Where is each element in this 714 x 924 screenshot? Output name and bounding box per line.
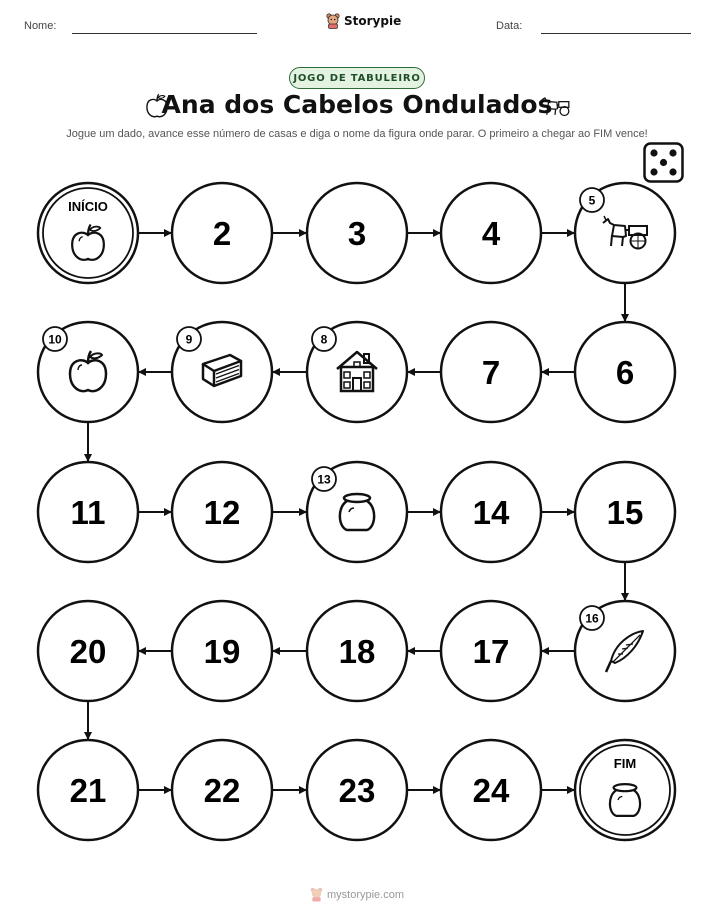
board-cell-21	[38, 740, 138, 840]
brand-name: Storypie	[344, 14, 402, 28]
cell-number: 15	[606, 494, 644, 531]
cell-number: 10	[48, 332, 62, 347]
cell-number: 13	[317, 472, 331, 487]
instructions: Jogue um dado, avance esse número de casas e diga o nome da figura onde parar. O primeiro a chegar ao FIM vence!	[66, 128, 648, 140]
board-cell-24	[441, 740, 541, 840]
board-cell-7	[441, 322, 541, 422]
board-cell-20	[38, 601, 138, 701]
board-cell-end	[575, 740, 675, 840]
end-label: FIM	[613, 756, 637, 771]
cell-number: 7	[481, 354, 501, 391]
board-cell-8	[307, 322, 407, 422]
board-cell-12	[172, 462, 272, 562]
date-label: Data:	[496, 20, 523, 32]
cell-number: 20	[69, 633, 107, 670]
board-cell-4	[441, 183, 541, 283]
cell-number: 5	[588, 193, 596, 208]
board-cell-18	[307, 601, 407, 701]
board-cell-2	[172, 183, 272, 283]
cell-number: 8	[320, 332, 328, 347]
board-cell-5	[575, 183, 675, 283]
cell-number: 16	[585, 611, 599, 626]
cell-number: 6	[615, 354, 635, 391]
name-label: Nome:	[24, 20, 57, 32]
page-title: Ana dos Cabelos Ondulados	[161, 90, 553, 119]
cell-number: 21	[69, 772, 107, 809]
cell-number: 22	[203, 772, 241, 809]
cell-number: 12	[203, 494, 241, 531]
board-cell-6	[575, 322, 675, 422]
cell-number: 9	[185, 332, 193, 347]
footer-url: mystorypie.com	[327, 888, 405, 901]
board-cell-17	[441, 601, 541, 701]
board-cell-3	[307, 183, 407, 283]
board-cell-13	[307, 462, 407, 562]
bear-logo-icon	[310, 887, 323, 902]
cell-number: 19	[203, 633, 241, 670]
cell-number: 2	[212, 215, 232, 252]
board-cell-19	[172, 601, 272, 701]
cell-number: 11	[70, 494, 106, 531]
start-label: INÍCIO	[68, 199, 108, 214]
board-cell-16	[575, 601, 675, 701]
cell-number: 24	[472, 772, 510, 809]
cell-number: 17	[472, 633, 510, 670]
board-cell-start	[38, 183, 138, 283]
board-cell-9	[172, 322, 272, 422]
cell-number: 18	[338, 633, 376, 670]
cell-number: 23	[338, 772, 376, 809]
game-type-badge: JOGO DE TABULEIRO	[289, 67, 425, 89]
board-cell-22	[172, 740, 272, 840]
board-cell-11	[38, 462, 138, 562]
board-cell-23	[307, 740, 407, 840]
footer	[310, 887, 404, 902]
cell-number: 3	[347, 215, 367, 252]
board-cell-10	[38, 322, 138, 422]
board-cell-14	[441, 462, 541, 562]
cell-number: 14	[472, 494, 510, 531]
cell-circle	[575, 740, 675, 840]
cell-number: 4	[481, 215, 501, 252]
board-cell-15	[575, 462, 675, 562]
